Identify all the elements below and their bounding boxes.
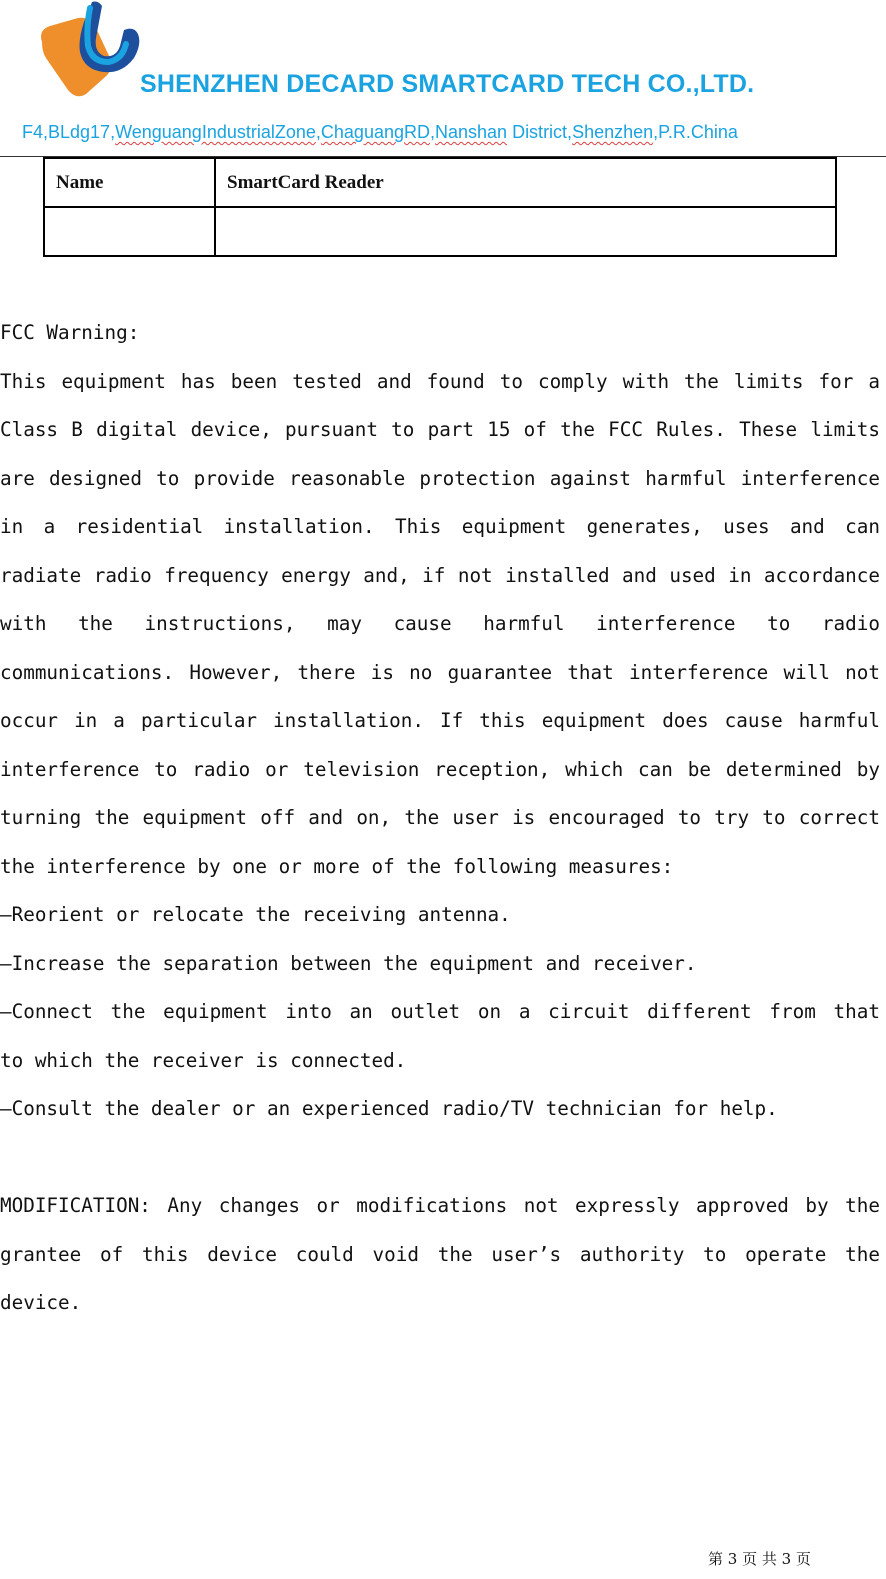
company-name: SHENZHEN DECARD SMARTCARD TECH CO.,LTD. — [140, 70, 755, 98]
address-part: , — [315, 122, 321, 142]
paragraph-spacer — [0, 1134, 880, 1183]
paragraph-line: This equipment has been tested and found to comply with the limits for a — [0, 369, 880, 393]
fcc-heading: FCC Warning: — [0, 321, 140, 344]
paragraph-line: communications. However, there is no guarantee that interference will not — [0, 660, 880, 684]
modification-line: MODIFICATION: Any changes or modifications not expressly approved by the — [0, 1194, 880, 1217]
address-part: Nanshan — [435, 122, 508, 142]
page-number: 第 3 页 共 3 页 — [708, 1550, 811, 1568]
paragraph-line: in a residential installation. This equipment generates, uses and can — [0, 515, 880, 538]
company-address — [22, 122, 738, 143]
table-cell-value: SmartCard Reader — [215, 158, 836, 207]
address-part: , — [429, 122, 435, 142]
address-part: F4,BLdg17, — [22, 122, 116, 142]
address-part: Shenzhen — [572, 122, 654, 142]
paragraph-line: interference to radio or television reception, which can be determined by — [0, 757, 880, 781]
table-cell-label: Name — [44, 158, 215, 207]
address-part: District, — [507, 122, 573, 142]
paragraph-line: with the instructions, may cause harmful interference to radio — [0, 612, 880, 635]
measure-item: —Reorient or relocate the receiving antenna. — [0, 903, 511, 926]
measure-item: to which the receiver is connected. — [0, 1048, 407, 1072]
table-cell-label — [44, 207, 215, 256]
paragraph-line: turning the equipment off and on, the user is encouraged to try to correct — [0, 806, 880, 829]
table-row — [44, 207, 836, 256]
paragraph-line: are designed to provide reasonable protection against harmful interference — [0, 466, 880, 490]
modification-line: device. — [0, 1291, 82, 1314]
modification-line: grantee of this device could void the user’s authority to operate the — [0, 1242, 880, 1266]
table-row — [44, 158, 836, 207]
paragraph-line: the interference by one or more of the following measures: — [0, 854, 674, 878]
measure-item: —Consult the dealer or an experienced radio/TV technician for help. — [0, 1097, 778, 1120]
product-info-table — [43, 157, 837, 257]
table-cell-value — [215, 207, 836, 256]
address-part: ,P.R.China — [653, 122, 738, 142]
measure-item: —Increase the separation between the equipment and receiver. — [0, 951, 697, 975]
paragraph-line: radiate radio frequency energy and, if not installed and used in accordance — [0, 563, 880, 587]
letterhead — [0, 0, 886, 157]
paragraph-line: occur in a particular installation. If this equipment does cause harmful — [0, 709, 880, 732]
paragraph-line: Class B digital device, pursuant to part 15 of the FCC Rules. These limits — [0, 418, 880, 441]
address-part: WenguangIndustrialZone — [115, 122, 316, 142]
address-part: ChaguangRD — [320, 122, 430, 142]
measure-item: —Connect the equipment into an outlet on a circuit different from that — [0, 1000, 880, 1023]
company-logo-icon — [34, 0, 144, 100]
document-body — [0, 309, 880, 1328]
